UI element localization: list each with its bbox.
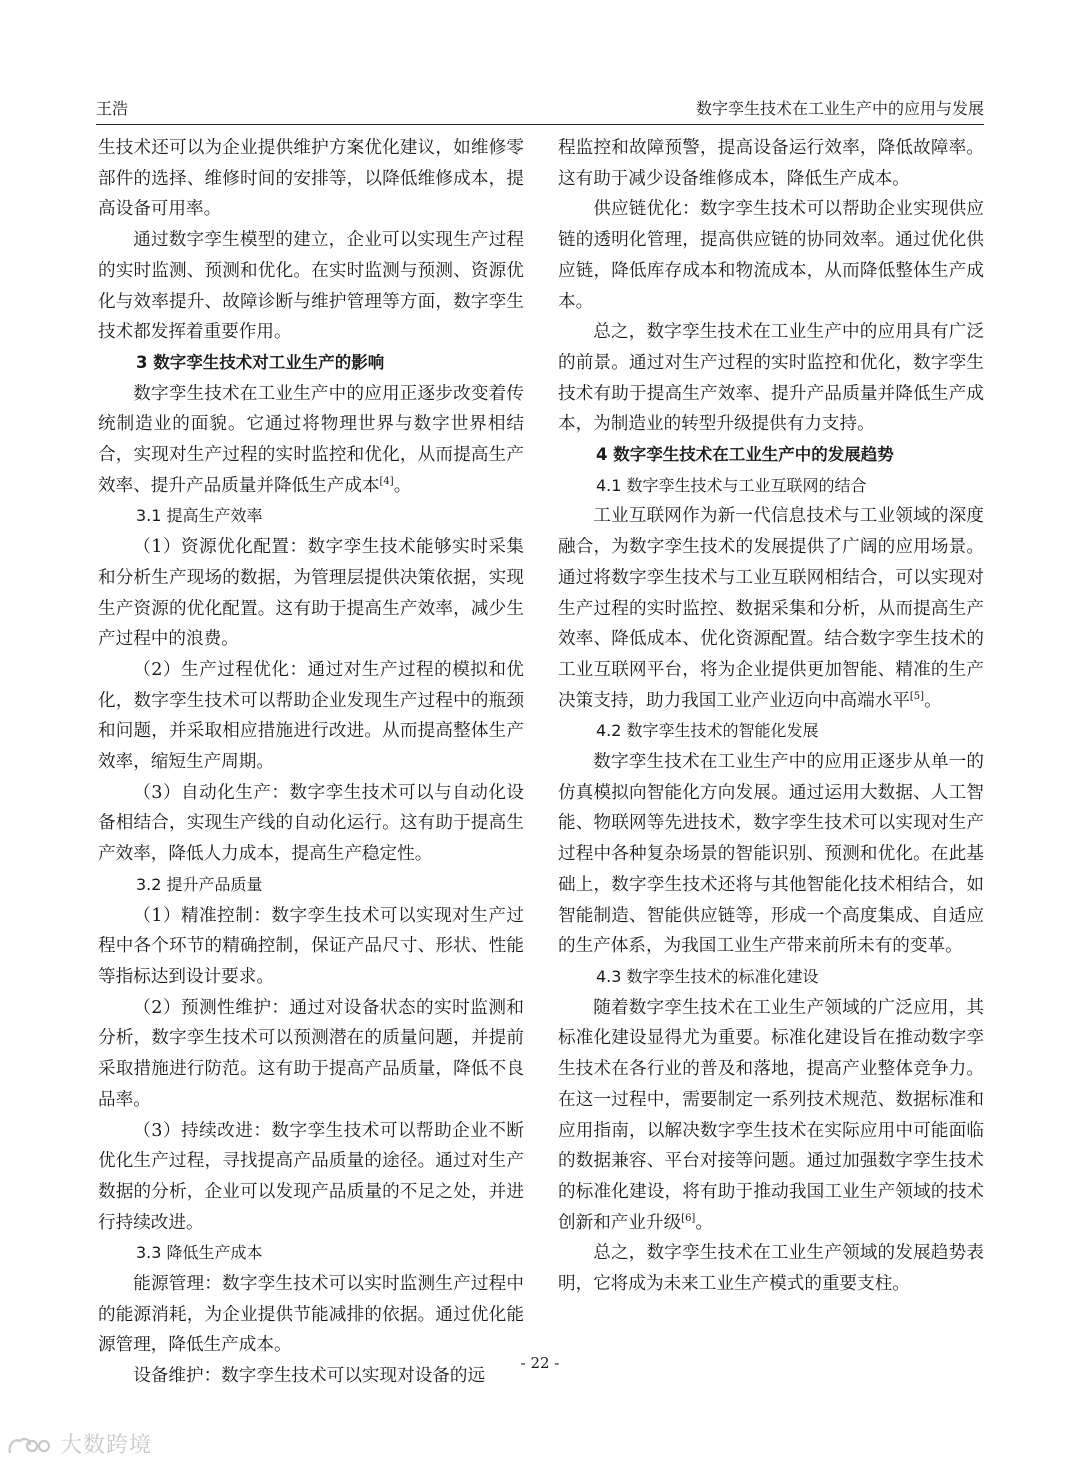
paragraph: （3）自动化生产：数字孪生技术可以与自动化设备相结合，实现生产线的自动化运行。这有助于提高生产效率，降低人力成本，提高生产稳定性。: [98, 782, 524, 865]
page-number: - 22 -: [520, 1354, 560, 1372]
subsection-heading-4-1: 4.1 数字孪生技术与工业互联网的结合: [596, 475, 867, 495]
paragraph-end: 。: [695, 1212, 713, 1233]
left-column: [98, 133, 524, 1392]
paragraph-text: 随着数字孪生技术在工业生产领域的广泛应用，其标准化建设显得尤为重要。标准化建设旨在推动数字孪生技术在各行业的普及和落地，提高产业整体竞争力。在这一过程中，需要制定一系列技术规范、数据标准和应用指南，以解决数字孪生技术在实际应用中可能面临的数据兼容、平台对接等问题。通过加强数字孪生技术的标准化建设，将有助于推动我国工业生产领域的技术创新和产业升级: [558, 997, 984, 1233]
paragraph: 能源管理：数字孪生技术可以实时监测生产过程中的能源消耗，为企业提供节能减排的依据。通过优化能源管理，降低生产成本。: [98, 1274, 524, 1356]
paragraph: （2）预测性维护：通过对设备状态的实时监测和分析，数字孪生技术可以预测潜在的质量问题，并提前采取措施进行防范。这有助于提高产品质量，降低不良品率。: [98, 997, 524, 1110]
paragraph: 设备维护：数字孪生技术可以实现对设备的远: [133, 1366, 486, 1387]
section-heading-4: 4 数字孪生技术在工业生产中的发展趋势: [596, 445, 894, 465]
paragraph: 生技术还可以为企业提供维护方案优化建议，如维修零部件的选择、维修时间的安排等，以降低维修成本，提高设备可用率。: [98, 138, 524, 220]
paragraph: 供应链优化：数字孪生技术可以帮助企业实现供应链的透明化管理，提高供应链的协同效率。通过优化供应链，降低库存成本和物流成本，从而降低整体生产成本。: [558, 199, 984, 312]
paragraph: 通过数字孪生模型的建立，企业可以实现生产过程的实时监测、预测和优化。在实时监测与预测、资源优化与效率提升、故障诊断与维护管理等方面，数字孪生技术都发挥着重要作用。: [98, 230, 524, 343]
paragraph: （2）生产过程优化：通过对生产过程的模拟和优化，数字孪生技术可以帮助企业发现生产过程中的瓶颈和问题，并采取相应措施进行改进。从而提高整体生产效率，缩短生产周期。: [98, 659, 524, 773]
subsection-heading-4-2: 4.2 数字孪生技术的智能化发展: [596, 721, 819, 741]
paragraph-end: 。: [924, 690, 942, 711]
section-heading-3: 3 数字孪生技术对工业生产的影响: [136, 352, 385, 372]
subsection-heading-3-1: 3.1 提高生产效率: [136, 506, 263, 526]
watermark-logo-icon: [6, 1433, 52, 1459]
paragraph-text: 数字孪生技术在工业生产中的应用正逐步改变着传统制造业的面貌。它通过将物理世界与数字世界相结合，实现对生产过程的实时监控和优化，从而提高生产效率、提升产品质量并降低生产成本: [98, 383, 524, 496]
citation-5: [5]: [909, 690, 925, 702]
paragraph-text: 工业互联网作为新一代信息技术与工业领域的深度融合，为数字孪生技术的发展提供了广阔的应用场景。通过将数字孪生技术与工业互联网相结合，可以实现对生产过程的实时监控、数据采集和分析，从而提高生产效率、降低成本、优化资源配置。结合数字孪生技术的工业互联网平台，将为企业提供更加智能、精准的生产决策支持，助力我国工业产业迈向中高端水平: [558, 506, 984, 711]
watermark-text: 大数跨境: [60, 1433, 153, 1458]
paragraph: [98, 379, 524, 502]
paragraph: 程监控和故障预警，提高设备运行效率，降低故障率。这有助于减少设备维修成本，降低生产成本。: [558, 138, 984, 189]
paragraph: （3）持续改进：数字孪生技术可以帮助企业不断优化生产过程，寻找提高产品质量的途径。通过对生产数据的分析，企业可以发现产品质量的不足之处，并进行持续改进。: [98, 1120, 524, 1233]
header-author: 王浩: [96, 99, 129, 118]
paragraph: 总之，数字孪生技术在工业生产领域的发展趋势表明，它将成为未来工业生产模式的重要支柱。: [558, 1243, 984, 1295]
running-header: [96, 96, 984, 125]
paragraph: 数字孪生技术在工业生产中的应用正逐步从单一的仿真模拟向智能化方向发展。通过运用大数据、人工智能、物联网等先进技术，数字孪生技术可以实现对生产过程中各种复杂场景的智能识别、预测和优化。在此基础上，数字孪生技术还将与其他智能化技术相结合，如智能制造、智能供应链等，形成一个高度集成、自适应的生产体系，为我国工业生产带来前所未有的变革。: [558, 752, 984, 957]
paragraph: （1）精准控制：数字孪生技术可以实现对生产过程中各个环节的精确控制，保证产品尺寸、形状、性能等指标达到设计要求。: [98, 905, 524, 987]
citation-6: [6]: [681, 1212, 696, 1224]
subsection-heading-4-3: 4.3 数字孪生技术的标准化建设: [596, 966, 819, 986]
subsection-heading-3-2: 3.2 提升产品质量: [136, 874, 263, 894]
paragraph: 总之，数字孪生技术在工业生产中的应用具有广泛的前景。通过对生产过程的实时监控和优化，数字孪生技术有助于提高生产效率、提升产品质量并降低生产成本，为制造业的转型升级提供有力支持。: [558, 322, 984, 435]
right-column: [558, 133, 984, 1300]
paragraph-end: 。: [393, 475, 412, 496]
paragraph: [558, 501, 984, 716]
citation-4: [4]: [379, 475, 394, 487]
paragraph: [558, 993, 984, 1239]
paragraph: （1）资源优化配置：数字孪生技术能够实时采集和分析生产现场的数据，为管理层提供决策依据，实现生产资源的优化配置。这有助于提高生产效率，减少生产过程中的浪费。: [98, 537, 524, 650]
subsection-heading-3-3: 3.3 降低生产成本: [136, 1243, 263, 1263]
header-title: 数字孪生技术在工业生产中的应用与发展: [695, 99, 984, 118]
watermark: [6, 1428, 152, 1459]
